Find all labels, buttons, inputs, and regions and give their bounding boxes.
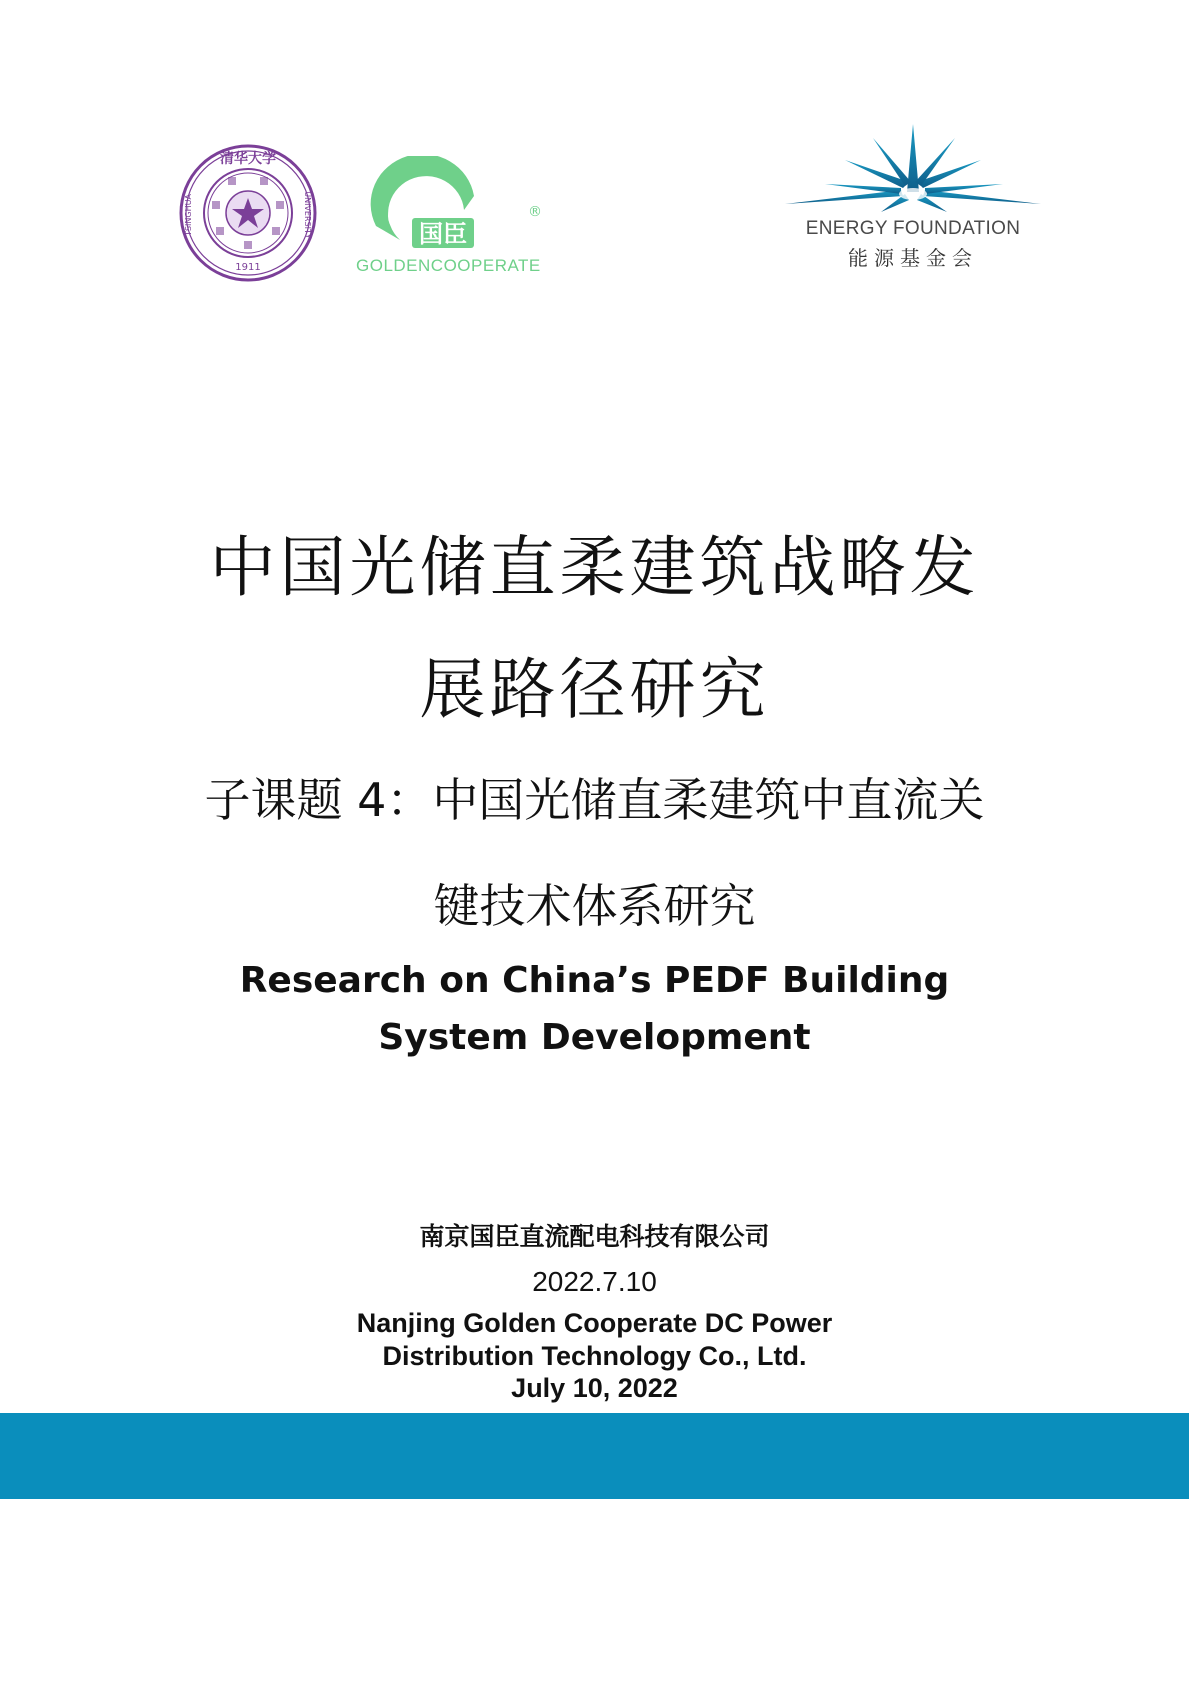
subtitle-cn-line-1: 子课题 4：中国光储直柔建筑中直流关 — [204, 773, 985, 827]
title-en-line-1: Research on China’s PEDF Building — [239, 960, 950, 1001]
golden-cooperate-glyph: 国臣 — [419, 220, 467, 248]
report-date-numeric: 2022.7.10 — [532, 1266, 657, 1297]
title-cn-line-2: 展路径研究 — [419, 651, 770, 728]
energy-foundation-logo — [785, 122, 1041, 272]
organization-en-line-2: Distribution Technology Co., Ltd. — [382, 1341, 807, 1371]
footer-color-band — [0, 1413, 1189, 1499]
energy-foundation-name-cn: 能源基金会 — [848, 246, 978, 270]
golden-cooperate-logo — [356, 156, 550, 278]
registered-mark: ® — [528, 204, 542, 220]
organization-en-line-1: Nanjing Golden Cooperate DC Power — [356, 1308, 833, 1338]
tsinghua-university-logo — [178, 143, 318, 283]
organization-cn: 南京国臣直流配电科技有限公司 — [419, 1222, 770, 1251]
tsinghua-ring-text-left: TSINGHUA — [184, 194, 193, 236]
title-en-line-2: System Development — [378, 1017, 811, 1058]
subtitle-cn-line-2: 键技术体系研究 — [433, 879, 756, 933]
tsinghua-ring-text-top: 清华大学 — [220, 151, 276, 167]
tsinghua-ring-text-right: UNIVERSITY — [303, 191, 312, 239]
tsinghua-founding-year: 1911 — [235, 262, 261, 273]
energy-foundation-name-en: ENERGY FOUNDATION — [805, 218, 1021, 239]
report-date-en: July 10, 2022 — [511, 1373, 678, 1403]
energy-foundation-starburst-icon — [785, 122, 1041, 216]
golden-cooperate-wordmark: GOLDENCOOPERATE — [356, 256, 541, 275]
tsinghua-seal-icon — [178, 143, 318, 283]
title-cn-line-1: 中国光储直柔建筑战略发 — [209, 529, 980, 606]
golden-cooperate-mark-icon — [356, 156, 550, 256]
